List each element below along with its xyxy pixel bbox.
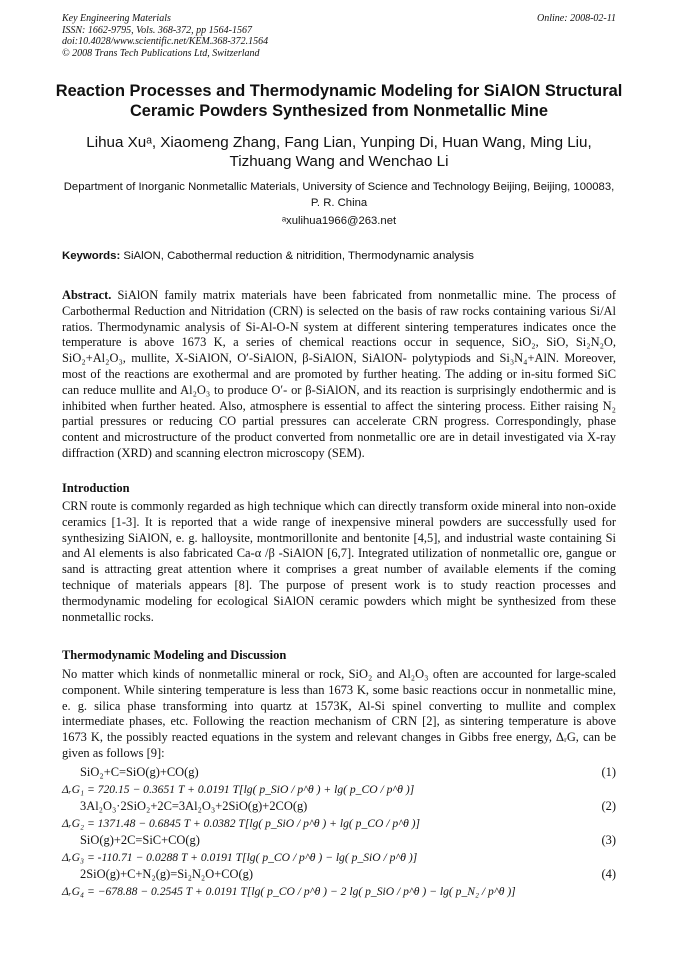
gibbs-expression: ΔᵣG₁ = 720.15 − 0.3651 T + 0.0191 T[lg( p_SiO / p^θ ) + lg( p_CO / p^θ )] (62, 783, 415, 796)
abstract-text: SiAlON family matrix materials have been fabricated from nonmetallic mine. The process of Carbothermal Reduction and Nitridation (CRN) is selected on the basis of raw rocks containing various Si/Al ratios. Thermodynamic analysis of Si-Al-O-N system at different sintering temperatures indicates once the temperature is above 1673 K, a series of chemical reactions occur in sequence, SiO₂, SiO, Si₂N₂O, SiO₂+Al₂O₃, mullite, X-SiAlON, O′-SiAlON, β-SiAlON, SiAlON- polytypiods and Si₃N₄+AlN. Moreover, most of the reactions are exothermal and are promoted by further heating. The adding or in-situ formed SiC can reduce mullite and Al₂O₃ to produce O′- or β-SiAlON, and its reaction is surprisingly endothermic and is inhibited when further heated. Also, atmosphere is essential to affect the sintering process. Either raising N₂ partial pressures or reducing CO partial pressures can accelerate CRN progress. Correspondingly, phase content and microstructure of the product converted from nonmetallic ore are in detail investigated via X-ray diffraction (XRD) and scanning electron microscopy (SEM). (62, 288, 616, 460)
reaction-text: SiO(g)+2C=SiC+CO(g) (80, 833, 200, 847)
equation-reaction (62, 866, 616, 883)
doi-line: doi:10.4028/www.scientific.net/KEM.368-372.1564 (62, 36, 269, 47)
equation-number: (2) (601, 799, 616, 813)
online-date: Online: 2008-02-11 (537, 13, 616, 24)
gibbs-expression: ΔᵣG₃ = -110.71 − 0.0288 T + 0.0191 T[lg( p_CO / p^θ ) − lg( p_SiO / p^θ )] (62, 851, 418, 864)
affiliation: Department of Inorganic Nonmetallic Materials, University of Science and Technology Beijing, Beijing, 100083, P. R. China (63, 181, 615, 209)
reaction-text: 2SiO(g)+C+N₂(g)=Si₂N₂O+CO(g) (80, 867, 254, 881)
equation-gibbs (62, 781, 616, 798)
equation-gibbs (62, 815, 616, 832)
introduction-text: CRN route is commonly regarded as high technique which can directly transform oxide mineral into non-oxide ceramics [1-3]. It is reported that a wide range of inexpensive mineral powders are successfully used for synthesizing SiAlON, e. g. halloysite, montmorillonite and bentonite [4,5], and industrial waste containing Si and Al elements is also fabricated Ca-α /β -SiAlON [6,7]. Integrated utilization of nonmetallic ore, gangue or sand is attracting great attention where it comprises a great number of available elements if the coming technique of materials appears [8]. The purpose of present work is to study reaction processes and thermodynamic modeling for ecological SiAlON ceramic powders which might be synthesized from these nonmetallic rocks. (62, 499, 616, 624)
equation-number: (4) (601, 867, 616, 881)
equation-reaction (62, 798, 616, 815)
gibbs-expression: ΔᵣG₂ = 1371.48 − 0.6845 T + 0.0382 T[lg( p_SiO / p^θ ) + lg( p_CO / p^θ )] (62, 817, 421, 830)
issn-line: ISSN: 1662-9795, Vols. 368-372, pp 1564-1567 (62, 24, 252, 36)
equation-gibbs (62, 849, 616, 866)
gibbs-expression: ΔᵣG₄ = −678.88 − 0.2545 T + 0.0191 T[lg( p_CO / p^θ ) − 2 lg( p_SiO / p^θ ) − lg( p_N₂ / p^θ )] (62, 885, 516, 898)
equation-gibbs (62, 883, 616, 900)
section-heading-introduction: Introduction (62, 481, 130, 495)
keywords (62, 250, 616, 262)
equation-number: (1) (601, 765, 616, 779)
section-heading-thermodynamic: Thermodynamic Modeling and Discussion (62, 648, 287, 662)
reaction-text: SiO₂+C=SiO(g)+CO(g) (80, 765, 199, 779)
author-email: ᵃxulihua1966@263.net (281, 215, 397, 227)
copyright-line: © 2008 Trans Tech Publications Ltd, Switzerland (62, 47, 260, 59)
equation-reaction (62, 764, 616, 781)
equation-list (62, 764, 616, 900)
keywords-label: Keywords: (62, 250, 121, 262)
author-list: Lihua Xuᵃ, Xiaomeng Zhang, Fang Lian, Yunping Di, Huan Wang, Ming Liu, Tizhuang Wang and Wenchao Li (86, 134, 592, 170)
journal-header (62, 13, 616, 59)
equation-number: (3) (601, 833, 616, 847)
thermodynamic-text: No matter which kinds of nonmetallic mineral or rock, SiO₂ and Al₂O₃ often are accounted for large-scaled component. While sintering temperature is less than 1673 K, some basic reactions occur in nonmetallic mine, e. g. silica phase transforming into quartz at 1573K, Al-Si spinel converting to mullite and complex intermediate phases, etc. Following the reaction mechanism of CRN [2], as sintering temperature is above 1673 K, the possibly reacted equations in the system and relevant changes in Gibbs free energy, ΔᵣG, can be given as follows [9]: (62, 667, 616, 760)
paper-title: Reaction Processes and Thermodynamic Modeling for SiAlON Structural Ceramic Powders Synthesized from Nonmetallic Mine (55, 82, 623, 120)
journal-name: Key Engineering Materials (62, 13, 171, 24)
keywords-text: SiAlON, Cabothermal reduction & nitridition, Thermodynamic analysis (123, 250, 474, 262)
abstract (62, 288, 616, 462)
reaction-text: 3Al₂O₃·2SiO₂+2C=3Al₂O₃+2SiO(g)+2CO(g) (80, 799, 308, 813)
equation-reaction (62, 832, 616, 849)
abstract-label: Abstract. (62, 288, 112, 302)
